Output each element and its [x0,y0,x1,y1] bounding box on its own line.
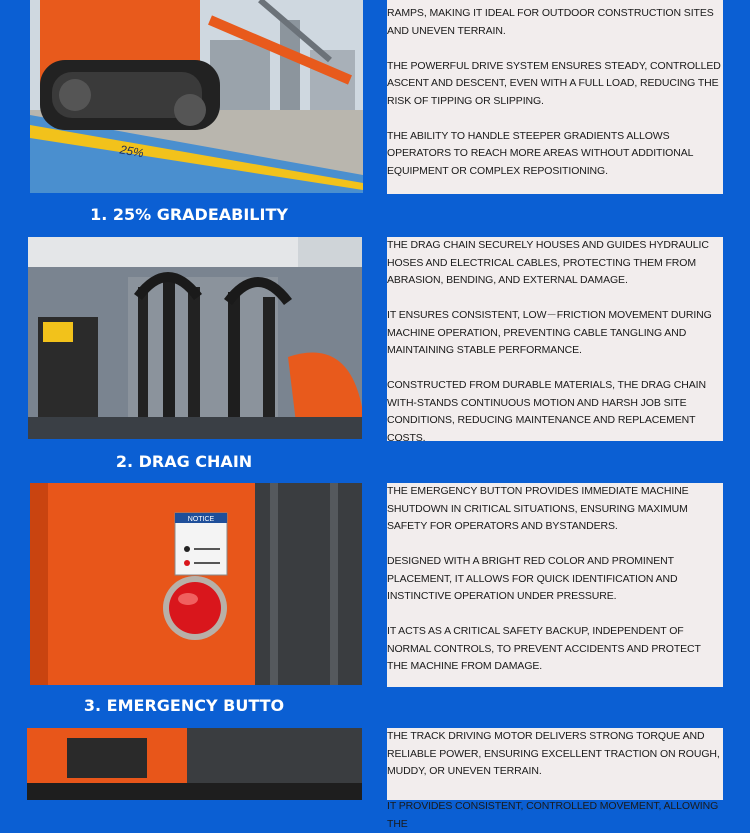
gradeability-photo [30,0,363,193]
drag-chain-paragraph: THE DRAG CHAIN SECURELY HOUSES AND GUIDES HYDRAULIC HOSES AND ELECTRICAL CABLES, PROTECTING THEM FROM ABRASION, BENDING, AND EXTERNAL DAMAGE. [387,239,709,286]
emergency-button-photo [30,483,362,685]
notice-label: NOTICE [187,516,215,523]
gradeability-paragraph: THE POWERFUL DRIVE SYSTEM ENSURES STEADY, CONTROLLED ASCENT AND DESCENT, EVEN WITH A FULL LOAD, REDUCING THE RISK OF TIPPING OR SLIPPING. [387,59,721,107]
gradeability-description [387,0,723,194]
section-1-caption: 1. 25% GRADEABILITY [90,205,288,224]
section-3-caption: 3. EMERGENCY BUTTO [83,696,285,715]
emergency-button-paragraph: IT ACTS AS A CRITICAL SAFETY BACKUP, INDEPENDENT OF NORMAL CONTROLS, TO PREVENT ACCIDENTS AND PROTECT THE MACHINE FROM DAMAGE. [387,625,701,672]
emergency-button-description [387,483,723,687]
drag-chain-description [387,237,723,444]
track-motor-paragraph: THE TRACK DRIVING MOTOR DELIVERS STRONG TORQUE AND RELIABLE POWER, ENSURING EXCELLENT TRACTION ON ROUGH, MUDDY, OR UNEVEN TERRAIN. [387,730,720,777]
drag-chain-paragraph: CONSTRUCTED FROM DURABLE MATERIALS, THE DRAG CHAIN WITH-STANDS CONTINUOUS MOTION AND HARSH JOB SITE CONDITIONS, REDUCING MAINTENANCE AND REPLACEMENT COSTS. [387,379,706,444]
track-motor-photo [27,728,362,800]
drag-chain-paragraph: IT ENSURES CONSISTENT, LOW－FRICTION MOVEMENT DURING MACHINE OPERATION, PREVENTING CABLE TANGLING AND MAINTAINING STABLE PERFORMANCE. [387,309,712,356]
emergency-button-paragraph: THE EMERGENCY BUTTON PROVIDES IMMEDIATE MACHINE SHUTDOWN IN CRITICAL SITUATIONS, ENSURING MAXIMUM SAFETY FOR OPERATORS AND BYSTANDERS. [387,485,689,532]
gradeability-paragraph: RAMPS, MAKING IT IDEAL FOR OUTDOOR CONSTRUCTION SITES AND UNEVEN TERRAIN. [387,7,714,37]
gradeability-paragraph: THE ABILITY TO HANDLE STEEPER GRADIENTS ALLOWS OPERATORS TO REACH MORE AREAS WITHOUT ADDITIONAL EQUIPMENT OR COMPLEX REPOSITIONING. [387,129,693,177]
gradient-label: 25% [118,142,145,161]
drag-chain-photo [28,237,362,439]
emergency-button-paragraph: DESIGNED WITH A BRIGHT RED COLOR AND PROMINENT PLACEMENT, IT ALLOWS FOR QUICK IDENTIFICATION AND INSTINCTIVE OPERATION UNDER PRESSURE. [387,555,678,602]
track-motor-paragraph: IT PROVIDES CONSISTENT, CONTROLLED MOVEMENT, ALLOWING THE [387,800,719,830]
track-motor-description [387,728,723,830]
section-2-caption: 2. DRAG CHAIN [115,452,253,471]
